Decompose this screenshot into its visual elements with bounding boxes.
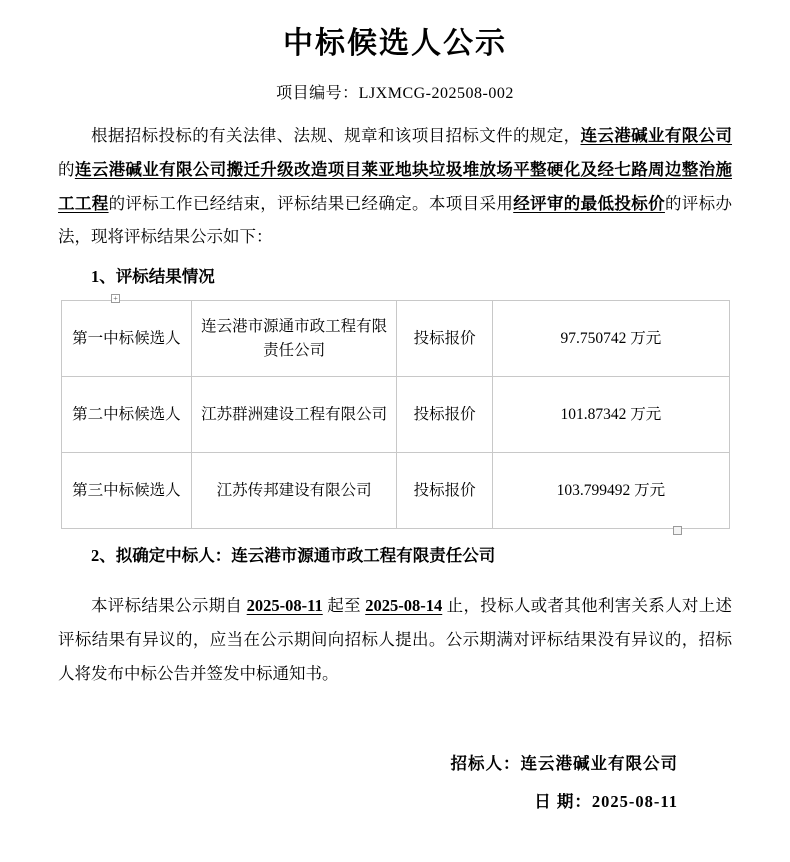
intro-mid: 的 [58,159,75,179]
table-move-handle-icon[interactable]: + [111,294,120,303]
table-row [61,377,729,453]
signature-tenderer-name: 连云港碱业有限公司 [520,753,678,773]
signature-block [58,745,732,821]
signature-date-value: 2025-08-11 [591,791,678,811]
project-name-inline: 连云港碱业有限公司搬迁升级改造项目莱亚地块垃圾堆放场平整硬化及经七路周边整治施工工程 [58,159,733,213]
candidate-name: 连云港市源通市政工程有限责任公司 [192,301,397,377]
notice-post: 止，投标人或者其他利害关系人对上述评标结果有异议的，应当在公示期间向招标人提出。公示期满对评标结果没有异议的，招标人将发布中标公告并签发中标通知书。 [58,596,733,683]
bid-price-value: 103.799492 万元 [493,453,729,529]
project-number-line [58,80,732,103]
section-2-line [58,539,732,573]
intro-tail-1: 的评标工作已经结束，评标结果已经确定。本项目采用 [108,193,514,213]
bid-price-label: 投标报价 [397,301,493,377]
notice-mid: 起至 [322,596,366,616]
table-row [61,301,729,377]
table-resize-handle-icon[interactable] [673,526,682,535]
result-table-wrapper [58,294,732,529]
signature-date-label: 日 期： [534,791,592,811]
evaluation-method-inline: 经评审的最低投标价 [513,193,665,213]
result-table [61,300,730,529]
notice-pre: 本评标结果公示期自 [91,596,247,616]
project-number-label: 项目编号： [276,85,359,102]
candidate-name: 江苏群洲建设工程有限公司 [192,377,397,453]
section-1-heading: 1、评标结果情况 [91,267,215,287]
bid-price-value: 101.87342 万元 [493,377,729,453]
notice-end-date: 2025-08-14 [365,596,443,616]
notice-period-paragraph [58,589,732,690]
bid-price-label: 投标报价 [397,377,493,453]
project-number-value: LJXMCG-202508-002 [358,85,514,102]
signature-tenderer-label: 招标人： [450,753,521,773]
candidate-name: 江苏传邦建设有限公司 [192,453,397,529]
signature-tenderer-line [58,745,678,783]
table-row [61,453,729,529]
page-title: 中标候选人公示 [283,27,507,60]
section-2-label: 2、拟确定中标人： [91,546,232,566]
winner-name: 连云港市源通市政工程有限责任公司 [231,546,496,566]
bid-price-label: 投标报价 [397,453,493,529]
intro-tail-2: 的评标办法，现将评标结果公示如下： [58,193,733,247]
intro-paragraph [58,119,732,254]
intro-lead: 根据招标投标的有关法律、法规、规章和该项目招标文件的规定， [91,126,581,145]
candidate-rank: 第三中标候选人 [61,453,192,529]
document-page [0,18,790,862]
bid-price-value: 97.750742 万元 [493,301,729,377]
signature-date-line [58,783,678,821]
notice-start-date: 2025-08-11 [246,596,323,616]
candidate-rank: 第一中标候选人 [61,301,192,377]
tenderer-name-inline: 连云港碱业有限公司 [580,126,733,145]
candidate-rank: 第二中标候选人 [61,377,192,453]
